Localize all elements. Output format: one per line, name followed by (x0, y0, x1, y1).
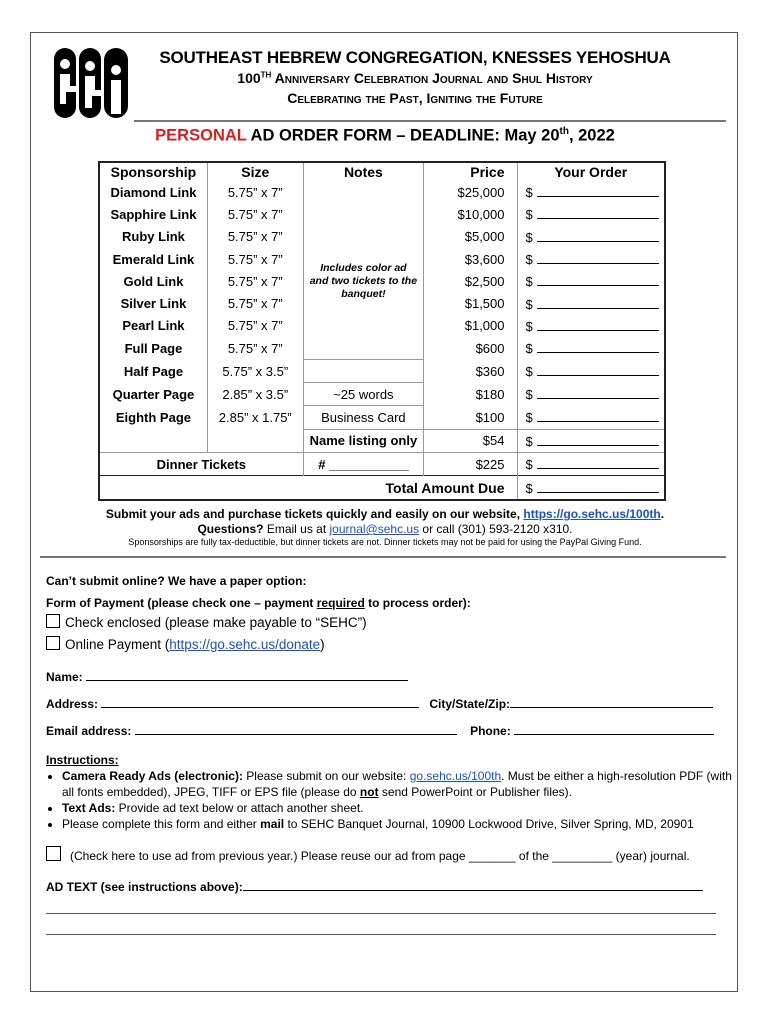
ad-price: $1,500 (464, 296, 505, 312)
anniversary-line: 100TH Anniversary Celebration Journal and Shul History (237, 70, 593, 86)
ad-size: 5.75” x 7” (207, 270, 303, 292)
ad-size: 5.75” x 7” (207, 181, 303, 203)
tax-note: Sponsorships are fully tax-deductible, but dinner tickets are not. Dinner tickets may not be paid for using the PayPal Giving Fund. (128, 537, 642, 547)
section-divider (40, 556, 726, 558)
ad-price: $600 (475, 340, 505, 356)
ad-price: $100 (475, 409, 505, 425)
ad-text-line[interactable] (46, 913, 716, 914)
table-row (99, 181, 665, 203)
sponsorship-name: Gold Link (123, 273, 184, 289)
order-field[interactable]: $ (517, 270, 665, 292)
order-field[interactable]: $ (517, 337, 665, 359)
order-field[interactable]: $ (517, 406, 665, 429)
table-row: Name listing only $54 $ (99, 429, 665, 452)
reuse-option[interactable]: (Check here to use ad from previous year.) Please reuse our ad from page _______ of the _________ (year) journal. (46, 846, 690, 863)
list-item: • Please complete this form and either mail to SEHC Banquet Journal, 10900 Lockwood Drive, Silver Spring, MD, 20901 (62, 816, 742, 832)
ad-price: $180 (475, 386, 505, 402)
ad-size: 5.75” x 7” (207, 315, 303, 337)
order-field[interactable]: $ (517, 292, 665, 314)
order-field[interactable]: $ (517, 181, 665, 203)
table-row: Quarter Page 2.85” x 3.5” ~25 words $180 $ (99, 383, 665, 406)
ad-size: 5.75” x 7” (207, 248, 303, 270)
donate-link[interactable]: https://go.sehc.us/donate (169, 637, 321, 652)
ad-price: $360 (475, 363, 505, 379)
upload-link[interactable]: go.sehc.us/100th (409, 769, 502, 783)
sponsorship-name: Silver Link (120, 296, 187, 312)
instructions-heading: Instructions: (46, 753, 119, 767)
questions-line: Questions? Email us at journal@sehc.us or call (301) 593-2120 x310. (197, 522, 573, 536)
online-option[interactable]: Online Payment (https://go.sehc.us/donate) (46, 636, 325, 652)
ad-price: $25,000 (457, 184, 505, 200)
email-link[interactable]: journal@sehc.us (329, 522, 420, 536)
ad-price: $2,500 (464, 273, 505, 289)
ad-size: 5.75” x 7” (207, 292, 303, 314)
sponsorship-name: Diamond Link (110, 184, 197, 200)
order-field[interactable]: $ (517, 203, 665, 225)
list-item: • Text Ads: Provide ad text below or attach another sheet. (62, 800, 742, 816)
sponsorship-name: Ruby Link (122, 229, 185, 245)
ad-text-line[interactable] (46, 934, 716, 935)
list-item: • Camera Ready Ads (electronic): Please submit on our website: go.sehc.us/100th. Must be either a high-resolution PDF (with all fonts embedded), JPEG, TIFF or EPS file (please do not send PowerPoint or Publisher files). (62, 768, 742, 800)
submit-online-line: Submit your ads and purchase tickets quickly and easily on our website, https://go.sehc.us/100th. (105, 507, 665, 521)
ad-price: $3,600 (464, 251, 505, 267)
order-field[interactable]: $ (517, 383, 665, 406)
order-field[interactable]: $ (517, 315, 665, 337)
ad-price: $5,000 (464, 229, 505, 245)
ad-text-field[interactable]: AD TEXT (see instructions above): (46, 880, 703, 894)
order-field[interactable]: $ (517, 359, 665, 382)
org-name: SOUTHEAST HEBREW CONGREGATION, KNESSES YEHOSHUA (159, 48, 671, 67)
sponsorship-name: Emerald Link (112, 251, 195, 267)
table-row (99, 203, 665, 225)
ad-size: 2.85” x 3.5” (207, 383, 303, 406)
name-field[interactable]: Name: (46, 670, 408, 684)
total-order[interactable]: $ (517, 476, 665, 500)
order-field[interactable]: $ (517, 248, 665, 270)
sponsorship-name: Full Page (124, 340, 183, 356)
address-field[interactable]: Address: City/State/Zip: (46, 697, 713, 711)
check-option[interactable]: Check enclosed (please make payable to “SEHC”) (46, 614, 367, 630)
ad-size: 5.75” x 3.5” (207, 359, 303, 382)
email-field[interactable]: Email address: Phone: (46, 724, 714, 738)
order-field[interactable]: $ (517, 226, 665, 248)
congregation-logo (52, 44, 132, 120)
dinner-qty[interactable]: # ___________ (303, 453, 424, 476)
total-row: Total Amount Due $ (99, 476, 665, 500)
tagline: Celebrating the Past, Igniting the Future (287, 90, 543, 106)
checkbox[interactable] (46, 614, 60, 628)
sponsorship-name: Eighth Page (115, 410, 192, 426)
order-table (98, 161, 666, 501)
city-field[interactable]: City/State/Zip: (429, 697, 511, 711)
table-header: Sponsorship Size Notes Price Your Order (99, 162, 665, 181)
sponsorship-name: Half Page (123, 363, 184, 379)
dinner-row: Dinner Tickets # ___________ $225 $ (99, 453, 665, 476)
checkbox[interactable] (46, 846, 61, 861)
ad-size: 5.75” x 7” (207, 337, 303, 359)
header-divider (134, 120, 726, 122)
table-row (99, 359, 665, 382)
paper-heading: Can’t submit online? We have a paper option: (46, 574, 307, 588)
phone-field[interactable]: Phone: (470, 724, 511, 738)
ad-size: 5.75” x 7” (207, 226, 303, 248)
ad-size: 2.85” x 1.75” (207, 406, 303, 429)
instructions-list (46, 768, 742, 832)
checkbox[interactable] (46, 636, 60, 650)
payment-heading: Form of Payment (please check one – payment required to process order): (46, 596, 471, 610)
form-title: PERSONAL AD ORDER FORM – DEADLINE: May 20th, 2022 (155, 126, 615, 145)
name-listing-order[interactable]: $ (517, 429, 665, 452)
sponsorship-name: Sapphire Link (110, 206, 197, 222)
table-row: Eighth Page 2.85” x 1.75” Business Card $100 $ (99, 406, 665, 429)
sponsorship-name: Quarter Page (112, 386, 195, 402)
website-link[interactable]: https://go.sehc.us/100th (523, 507, 661, 521)
ad-price: $10,000 (457, 206, 505, 222)
dinner-order[interactable]: $ (517, 453, 665, 476)
ad-price: $1,000 (464, 318, 505, 334)
sponsorship-name: Pearl Link (122, 318, 185, 334)
ad-size: 5.75” x 7” (207, 203, 303, 225)
notes-cell: Includes color ad and two tickets to the banquet! (303, 203, 424, 359)
